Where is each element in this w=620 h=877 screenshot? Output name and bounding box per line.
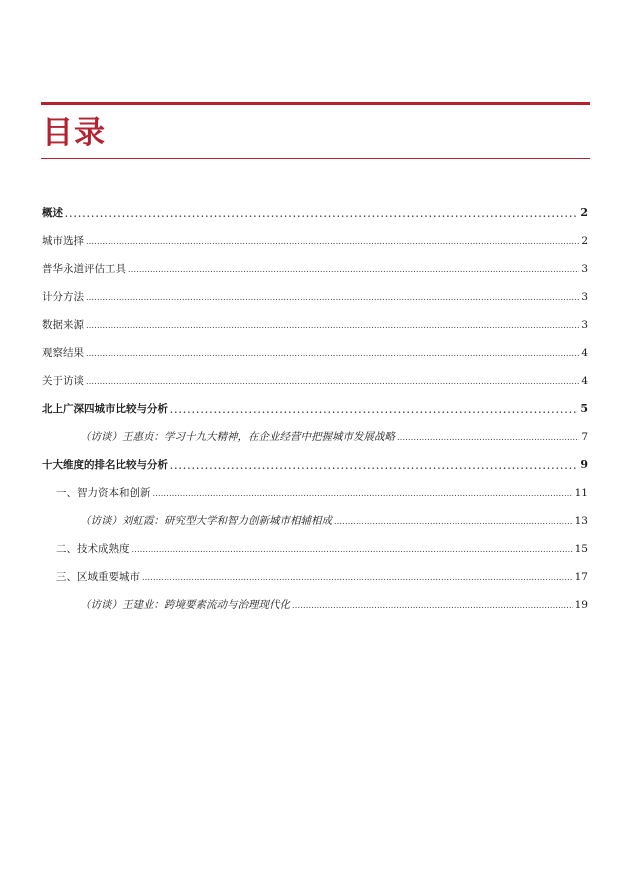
- toc-entry-label: 城市选择: [42, 235, 84, 247]
- toc-entry-page: 3: [581, 319, 588, 331]
- title-top-rule: [41, 102, 590, 105]
- toc-entry-label: 北上广深四城市比较与分析: [42, 403, 168, 415]
- toc-entry-page: 4: [581, 375, 588, 387]
- toc-entry-ten-dimensions[interactable]: [42, 456, 588, 474]
- toc-entry-label: 一、智力资本和创新: [56, 487, 151, 499]
- toc-entry-assessment-tool[interactable]: [42, 260, 588, 278]
- toc-entry-label: 数据来源: [42, 319, 84, 331]
- toc-leader-dots: [86, 344, 579, 362]
- toc-entry-data-source[interactable]: [42, 316, 588, 334]
- toc-entry-page: 7: [581, 431, 588, 443]
- toc-entry-page: 2: [580, 206, 588, 219]
- title-bottom-rule: [41, 158, 590, 159]
- toc-entry-regional-cities[interactable]: [56, 568, 588, 586]
- toc-entry-about-interviews[interactable]: [42, 372, 588, 390]
- toc-entry-page: 11: [574, 487, 588, 499]
- toc-entry-overview[interactable]: [42, 204, 588, 222]
- toc-entry-label: 普华永道评估工具: [42, 263, 126, 275]
- toc-entry-label: 关于访谈: [42, 375, 84, 387]
- toc-entry-interview-liu-hongxia[interactable]: [80, 512, 588, 530]
- toc-entry-page: 9: [580, 458, 588, 471]
- toc-entry-page: 3: [581, 291, 588, 303]
- toc-leader-dots: [128, 260, 579, 278]
- toc-entry-four-cities[interactable]: [42, 400, 588, 418]
- toc-leader-dots: [65, 204, 578, 222]
- toc-entry-label: （访谈）王惠贞：学习十九大精神，在企业经营中把握城市发展战略: [80, 431, 395, 443]
- toc-leader-dots: [170, 400, 578, 418]
- toc-entry-scoring-method[interactable]: [42, 288, 588, 306]
- page-title: 目录: [42, 115, 106, 151]
- toc-entry-page: 19: [574, 599, 588, 611]
- toc-entry-interview-wang-jianye[interactable]: [80, 596, 588, 614]
- toc-entry-label: 十大维度的排名比较与分析: [42, 459, 168, 471]
- toc-leader-dots: [142, 568, 573, 586]
- toc-entry-observations[interactable]: [42, 344, 588, 362]
- toc-entry-label: （访谈）刘虹霞：研究型大学和智力创新城市相辅相成: [80, 515, 332, 527]
- toc-entry-page: 5: [580, 402, 588, 415]
- toc-entry-label: 二、技术成熟度: [56, 543, 130, 555]
- toc-entry-city-selection[interactable]: [42, 232, 588, 250]
- toc-leader-dots: [86, 288, 579, 306]
- toc-entry-technology-maturity[interactable]: [56, 540, 588, 558]
- toc-entry-intellectual-capital[interactable]: [56, 484, 588, 502]
- toc-entry-label: （访谈）王建业：跨境要素流动与治理现代化: [80, 599, 290, 611]
- toc-leader-dots: [292, 596, 573, 614]
- toc-entry-page: 2: [581, 235, 588, 247]
- toc-entry-page: 4: [581, 347, 588, 359]
- toc-entry-label: 观察结果: [42, 347, 84, 359]
- toc-entry-page: 17: [574, 571, 588, 583]
- toc-entry-page: 15: [574, 543, 588, 555]
- toc-leader-dots: [86, 316, 579, 334]
- toc-entry-label: 概述: [42, 207, 63, 219]
- toc-leader-dots: [153, 484, 573, 502]
- toc-entry-interview-wang-huizhen[interactable]: [80, 428, 588, 446]
- toc-entry-label: 计分方法: [42, 291, 84, 303]
- toc-leader-dots: [334, 512, 573, 530]
- toc-leader-dots: [132, 540, 573, 558]
- toc-leader-dots: [170, 456, 578, 474]
- toc-leader-dots: [86, 232, 579, 250]
- toc-leader-dots: [86, 372, 579, 390]
- toc-leader-dots: [397, 428, 579, 446]
- toc-entry-label: 三、区域重要城市: [56, 571, 140, 583]
- toc-entry-page: 3: [581, 263, 588, 275]
- toc-entry-page: 13: [574, 515, 588, 527]
